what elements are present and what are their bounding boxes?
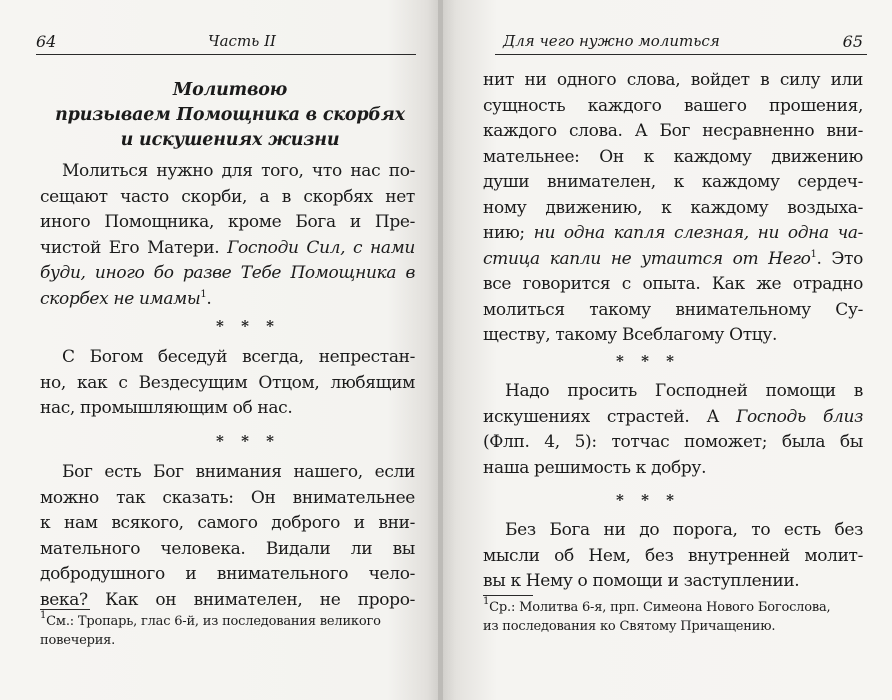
left-page-number: 64 (36, 32, 57, 51)
text-line: вы к Нему о помощи и заступлении. (483, 571, 800, 591)
text-line: Надо просить Господней помощи в (505, 381, 863, 401)
heading-line: призываем Помощника в скорбях (55, 105, 405, 125)
footnote-marker: 1 (483, 596, 490, 607)
text-line: наша решимость к добру. (483, 457, 707, 478)
left-paragraph-2 (40, 345, 415, 422)
right-paragraph-1 (483, 68, 863, 349)
footnote-ref: 1 (200, 288, 207, 300)
text-line: добродушного и внимательного чело- (40, 564, 415, 584)
text-line: сущность каждого вашего прошения, (483, 95, 863, 116)
text-line: века? Как он внимателен, не проро- (40, 589, 415, 610)
separator-stars: * * * (616, 491, 680, 509)
right-page-number: 65 (842, 32, 863, 51)
text-line: иного Помощника, кроме Бога и Пре- (40, 212, 415, 232)
text-line: мательного человека. Видали ли вы (40, 538, 415, 559)
text-line: С Богом беседуй всегда, непрестан- (62, 347, 415, 367)
text-line: нит ни одного слова, войдет в силу или (483, 70, 863, 90)
running-title: Для чего нужно молиться (503, 32, 720, 50)
text-line: можно так сказать: Он внимательнее (40, 487, 415, 508)
text-line: буди, иного бо разве Тебе Помощника в (40, 263, 415, 283)
footnote-rule (483, 595, 533, 596)
separator-stars: * * * (616, 352, 680, 370)
text-line: к нам всякого, самого доброго и вни- (40, 513, 415, 533)
text-line: молиться такому внимательному Су- (483, 299, 863, 320)
left-paragraph-1 (40, 159, 415, 312)
left-page (0, 0, 440, 700)
right-running-header (495, 30, 867, 55)
right-paragraph-3 (483, 518, 863, 595)
text-line: стица капли не утаится от Него$^1$. Это (483, 248, 863, 269)
text-line: Бог есть Бог внимания нашего, если (62, 462, 415, 482)
footnote-marker: 1 (40, 610, 47, 621)
text-line: искушениях страстей. А Господь близ (483, 406, 863, 427)
left-footnote: $^1$См.: Тропарь, глас 6-й, из последования великого повечерия. (40, 610, 381, 648)
text-line: души внимателен, к каждому сердеч- (483, 172, 863, 192)
chapter-heading (40, 78, 420, 153)
text-line: нию; ни одна капля слезная, ни одна ча- (483, 223, 863, 243)
left-running-header (36, 30, 416, 55)
separator-stars: * * * (216, 317, 280, 335)
text-line: каждого слова. А Бог несравненно вни- (483, 121, 863, 141)
text-line: мательнее: Он к каждому движению (483, 146, 863, 167)
text-line: ному движению, к каждому воздыха- (483, 197, 863, 218)
heading-line: Молитвою (172, 80, 288, 100)
text-line: ществу, такому Всеблагому Отцу. (483, 325, 778, 345)
left-paragraph-3 (40, 460, 415, 613)
text-line: сещают часто скорби, а в скорбях нет (40, 186, 415, 207)
text-line: мысли об Нем, без внутренней молит- (483, 545, 863, 566)
text-line: все говорится с опыта. Как же отрадно (483, 274, 863, 294)
text-line: (Флп. 4, 5): тотчас поможет; была бы (483, 432, 863, 452)
text-line: Без Бога ни до порога, то есть без (505, 520, 863, 540)
separator-stars: * * * (216, 432, 280, 450)
section-header: Часть II (208, 32, 276, 50)
text-line: но, как с Вездесущим Отцом, любящим (40, 372, 415, 393)
text-line: Молиться нужно для того, что нас по- (62, 161, 415, 181)
right-paragraph-2 (483, 379, 863, 481)
footnote-rule (40, 609, 90, 610)
right-footnote: $^1$Ср.: Молитва 6-я, прп. Симеона Нового Богослова, из последования ко Святому Причащению. (483, 596, 831, 634)
heading-line: и искушениях жизни (120, 130, 340, 150)
footnote-ref: 1 (810, 248, 817, 260)
text-line: чистой Его Матери. Господи Сил, с нами (40, 237, 415, 258)
text-line: скорбех не имамы$^1$. (40, 288, 212, 309)
text-line: нас, промышляющим об нас. (40, 398, 293, 418)
right-page (443, 0, 892, 700)
